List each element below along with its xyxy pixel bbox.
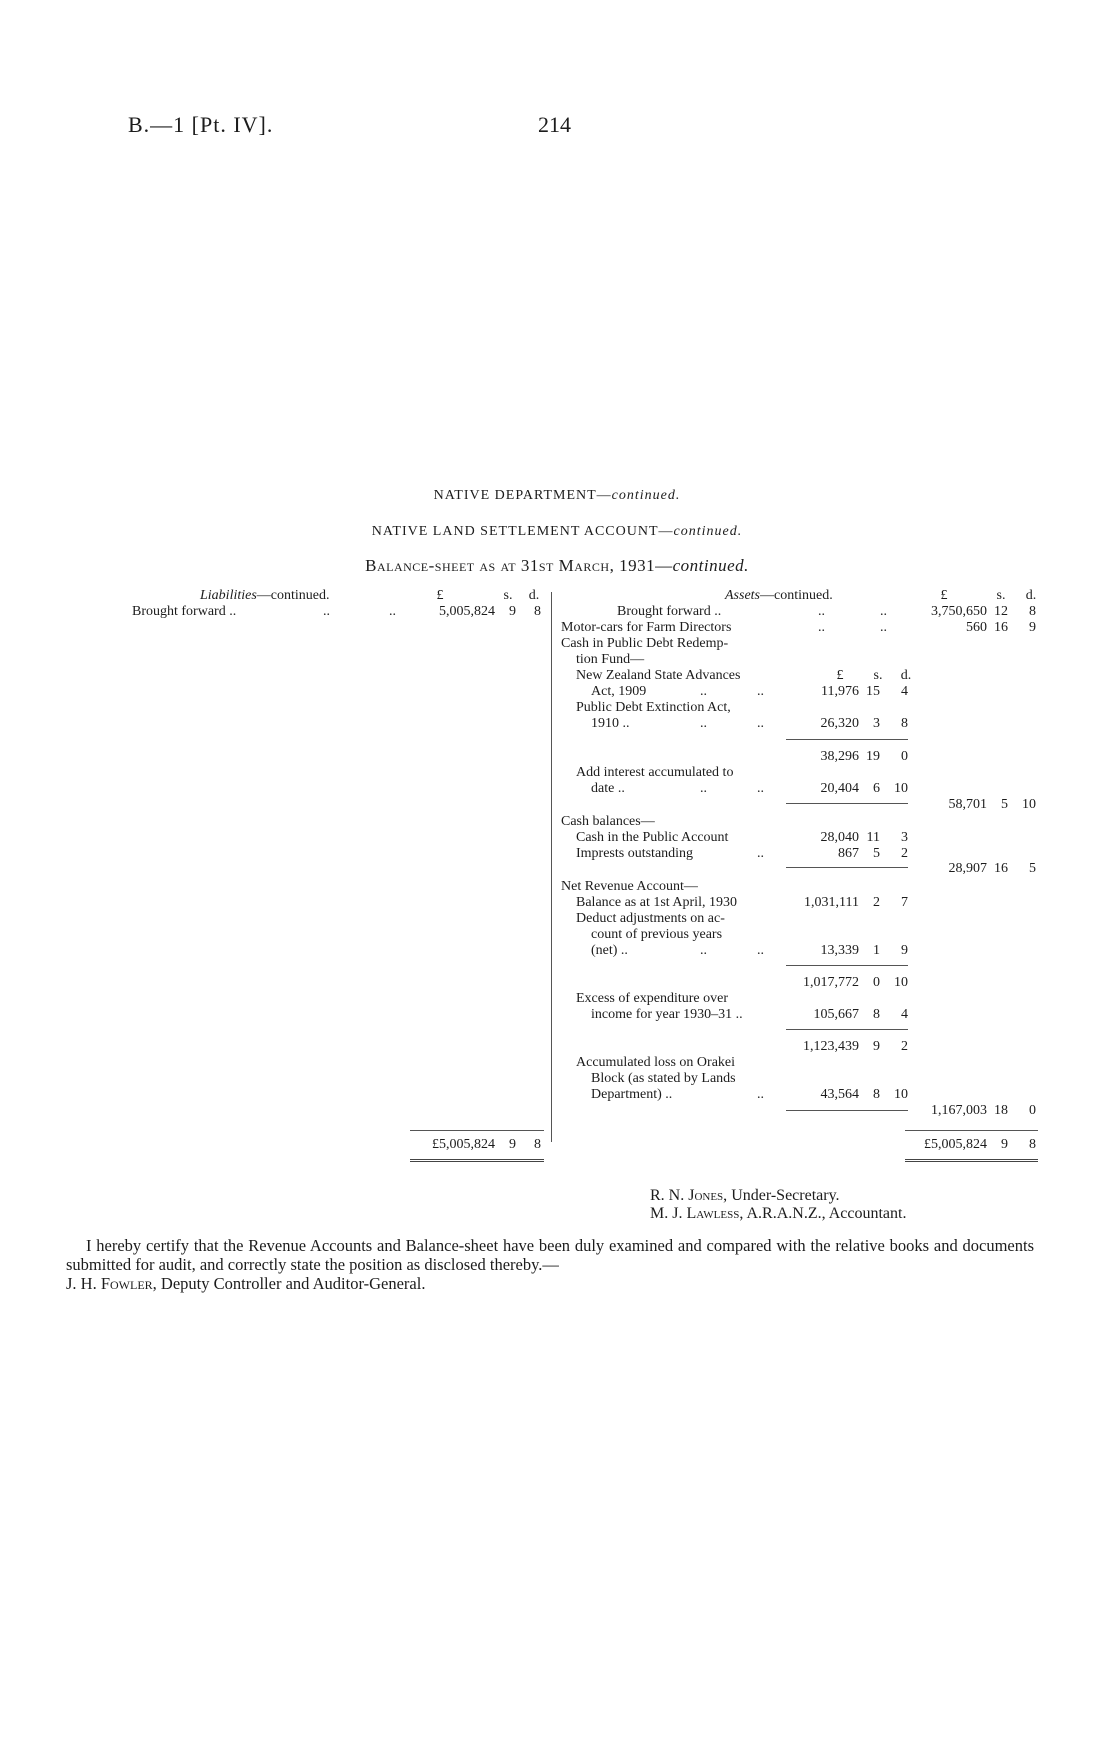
column-divider [551,592,552,1142]
balance-sheet-title-text: Balance-sheet as at 31st March, 1931— [365,556,673,575]
account-title-text: NATIVE LAND SETTLEMENT ACCOUNT— [371,524,674,539]
liabilities-heading [200,588,330,604]
orakei-pence: 10 [894,1087,908,1102]
public-account-label: Cash in the Public Account [576,830,729,845]
net-revenue-sub1-pence: 10 [894,975,908,990]
balance-sheet-title-cont: continued. [672,556,749,575]
department-title-cont: continued. [611,488,681,503]
pdr-total-pounds: 58,701 [948,797,987,812]
imprests-pounds: 867 [838,846,859,861]
cash-balances-total-pence: 5 [1029,861,1036,876]
net-revenue-total-pence: 0 [1029,1103,1036,1118]
assets-col-pounds: £ [940,588,948,603]
liabilities-heading-italic: Liabilities [200,588,257,603]
interest-shillings: 6 [873,781,880,796]
cash-pdr-line1: Cash in Public Debt Redemp- [561,636,729,651]
interest-line1: Add interest accumulated to [576,765,734,780]
pd-extinction-shillings: 3 [873,716,880,731]
pdr-subtotal-pounds: 38,296 [820,749,859,764]
orakei-line2: Block (as stated by Lands [591,1071,736,1086]
assets-heading [725,588,833,604]
net-revenue-sub2-shillings: 9 [873,1039,880,1054]
pd-extinction-dots-1: .. [700,716,707,731]
assets-total-shillings: 9 [1001,1137,1008,1152]
pd-extinction-dots-2: .. [757,716,764,731]
liabilities-col-shillings: s. [503,588,513,603]
pdr-subtotal-rule [786,739,908,740]
excess-line1: Excess of expenditure over [576,991,728,1006]
pd-extinction-line2: 1910 .. [591,716,630,731]
assets-total-double-rule [905,1159,1038,1162]
liabilities-total-shillings: 9 [509,1137,516,1152]
net-revenue-sub2-pence: 2 [901,1039,908,1054]
assets-total-pence: 8 [1029,1137,1036,1152]
cash-balances-total-shillings: 16 [994,861,1008,876]
orakei-line3: Department) .. [591,1087,673,1102]
liabilities-bf-pence: 8 [534,604,541,619]
orakei-dots: .. [757,1087,764,1102]
pdr-subtotal-shillings: 19 [866,749,880,764]
deduct-line3: (net) .. [591,943,628,958]
assets-brought-forward-label: Brought forward .. [617,604,722,619]
imprests-label: Imprests outstanding [576,846,694,861]
orakei-line1: Accumulated loss on Orakei [576,1055,736,1070]
net-revenue-total-pounds: 1,167,003 [931,1103,987,1118]
deduct-pounds: 13,339 [820,943,859,958]
liabilities-total-pence: 8 [534,1137,541,1152]
document-reference: B.—1 [Pt. IV]. [128,112,274,137]
net-revenue-sub2-rule [786,1029,908,1030]
motor-cars-label: Motor-cars for Farm Directors [561,620,732,635]
motor-cars-pounds: 560 [966,620,987,635]
excess-pounds: 105,667 [813,1007,859,1022]
nz-advances-line1: New Zealand State Advances [576,668,741,683]
liabilities-total-rule [410,1130,544,1131]
signature-1-title: Under-Secretary. [731,1187,840,1204]
pd-extinction-line1: Public Debt Extinction Act, [576,700,731,715]
interest-pounds: 20,404 [820,781,859,796]
signature-2-title: A.R.A.N.Z., Accountant. [746,1205,907,1222]
deduct-dots-1: .. [700,943,707,958]
net-revenue-sub1-pounds: 1,017,772 [803,975,859,990]
sub-col-shillings: s. [873,668,883,683]
cash-balances-rule [786,867,908,868]
pd-extinction-pounds: 26,320 [820,716,859,731]
liabilities-bf-shillings: 9 [509,604,516,619]
department-title [0,488,1114,504]
public-account-shillings: 11 [866,830,880,845]
nz-advances-line2: Act, 1909 [591,684,647,699]
motor-cars-dots-1: .. [818,620,825,635]
imprests-pence: 2 [901,846,908,861]
nz-advances-shillings: 15 [866,684,880,699]
excess-pence: 4 [901,1007,908,1022]
orakei-shillings: 8 [873,1087,880,1102]
liabilities-total-double-rule [410,1159,544,1162]
nz-advances-pounds: 11,976 [821,684,859,699]
net-revenue-sub2-pounds: 1,123,439 [803,1039,859,1054]
balance-sheet-title [0,556,1114,576]
assets-bf-dots-1: .. [818,604,825,619]
public-account-pounds: 28,040 [820,830,859,845]
liabilities-bf-pounds: 5,005,824 [439,604,495,619]
balance-april-shillings: 2 [873,895,880,910]
signature-2-name: M. J. Lawless, [650,1205,744,1222]
cash-balances-label: Cash balances— [561,814,655,829]
deduct-shillings: 1 [873,943,880,958]
interest-pence: 10 [894,781,908,796]
assets-bf-dots-2: .. [880,604,887,619]
net-revenue-sub1-rule [786,965,908,966]
deduct-dots-2: .. [757,943,764,958]
assets-heading-rest: —continued. [760,588,833,603]
deduct-pence: 9 [901,943,908,958]
assets-bf-pence: 8 [1029,604,1036,619]
account-title [0,524,1114,540]
balance-april-pence: 7 [901,895,908,910]
motor-cars-pence: 9 [1029,620,1036,635]
motor-cars-shillings: 16 [994,620,1008,635]
interest-dots-1: .. [700,781,707,796]
signature-under-secretary [650,1187,840,1205]
certificate-name: J. H. Fowler, [66,1274,157,1293]
balance-april-pounds: 1,031,111 [804,895,859,910]
pdr-total-shillings: 5 [1001,797,1008,812]
certificate-title: Deputy Controller and Auditor-General. [160,1274,426,1293]
nz-advances-pence: 4 [901,684,908,699]
deduct-line1: Deduct adjustments on ac- [576,911,725,926]
nz-advances-dots-2: .. [757,684,764,699]
signature-accountant [650,1205,906,1223]
pdr-total-pence: 10 [1022,797,1036,812]
assets-heading-italic: Assets [725,588,760,603]
interest-dots-2: .. [757,781,764,796]
orakei-pounds: 43,564 [820,1087,859,1102]
signature-1-name: R. N. Jones, [650,1187,728,1204]
deduct-line2: count of previous years [591,927,723,942]
imprests-dots: .. [757,846,764,861]
excess-line2: income for year 1930–31 .. [591,1007,743,1022]
page-number: 214 [538,112,571,137]
motor-cars-dots-2: .. [880,620,887,635]
assets-bf-pounds: 3,750,650 [931,604,987,619]
net-revenue-total-rule [786,1110,908,1111]
assets-total-pounds: £5,005,824 [924,1137,987,1152]
nz-advances-dots-1: .. [700,684,707,699]
pdr-subtotal-pence: 0 [901,749,908,764]
pdr-total-rule [786,803,908,804]
liabilities-heading-rest: —continued. [256,588,330,603]
liabilities-total-pounds: £5,005,824 [432,1137,495,1152]
net-revenue-label: Net Revenue Account— [561,879,698,894]
pd-extinction-pence: 8 [901,716,908,731]
liabilities-bf-dots-2: .. [389,604,396,619]
balance-april-label: Balance as at 1st April, 1930 [576,895,737,910]
account-title-cont: continued. [673,524,743,539]
liabilities-brought-forward-label: Brought forward .. [132,604,237,619]
imprests-shillings: 5 [873,846,880,861]
liabilities-col-pounds: £ [436,588,444,603]
audit-certificate [66,1236,1034,1293]
public-account-pence: 3 [901,830,908,845]
department-title-text: NATIVE DEPARTMENT— [433,488,612,503]
cash-balances-total-pounds: 28,907 [948,861,987,876]
interest-line2: date .. [591,781,625,796]
assets-bf-shillings: 12 [994,604,1008,619]
excess-shillings: 8 [873,1007,880,1022]
cash-pdr-line2: tion Fund— [576,652,645,667]
sub-col-pounds: £ [836,668,844,683]
assets-col-pence: d. [1025,588,1037,603]
net-revenue-total-shillings: 18 [994,1103,1008,1118]
certificate-text: I hereby certify that the Revenue Accounts and Balance-sheet have been duly examined and compared with the relative books and documents submitted for audit, and correctly state the position as disclosed thereby.— [66,1236,1034,1274]
liabilities-bf-dots-1: .. [323,604,330,619]
liabilities-col-pence: d. [528,588,540,603]
sub-col-pence: d. [900,668,912,683]
assets-col-shillings: s. [996,588,1006,603]
assets-total-rule [905,1130,1038,1131]
net-revenue-sub1-shillings: 0 [873,975,880,990]
